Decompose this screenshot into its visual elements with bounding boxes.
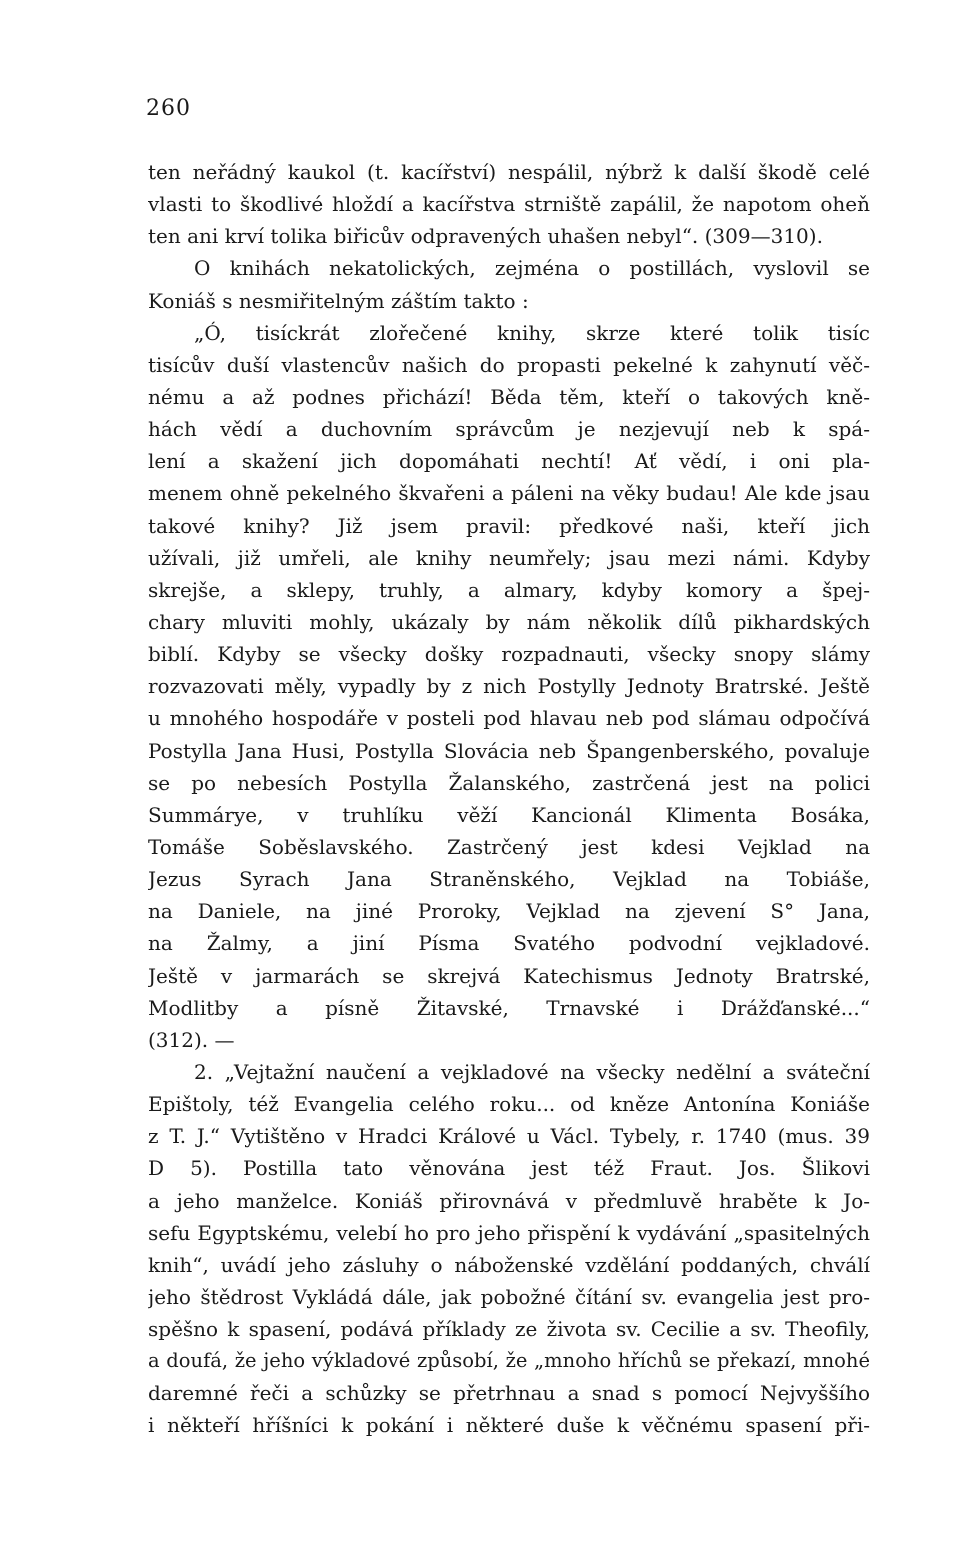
- text-line: Ještě v jarmarách se skrejvá Katechismus Jednoty Bratrské,: [148, 963, 870, 988]
- text-line: „Ó, tisíckrát zlořečené knihy, skrze které tolik tisíc: [194, 320, 870, 345]
- text-line: i někteří hříšníci k pokání i některé duše k věčnému spasení při-: [148, 1413, 870, 1438]
- text-line: ten neřádný kaukol (t. kacířství) nespálil, nýbrž k další škodě celé: [148, 160, 870, 184]
- text-line: vlasti to škodlivé hloždí a kacířstva strniště zapálil, že napotom oheň: [148, 192, 870, 217]
- text-line: spěšno k spasení, podává příklady ze života sv. Cecilie a sv. Theofily,: [148, 1317, 870, 1342]
- text-line: hách vědí a duchovním správcům je nezjevují neb k spá-: [148, 417, 870, 442]
- text-line: menem ohně pekelného škvařeni a páleni na věky budau! Ale kde jsau: [148, 481, 870, 506]
- body-text: [148, 156, 870, 1442]
- page-number: 260: [146, 96, 191, 121]
- text-line: nému a až podnes přichází! Běda těm, kteří o takových kně-: [148, 384, 870, 409]
- text-line: na Daniele, na jiné Proroky, Vejklad na zjevení S° Jana,: [148, 899, 870, 924]
- text-line: daremné řeči a schůzky se přetrhnau a snad s pomocí Nejvyššího: [148, 1381, 870, 1406]
- text-line: ten ani krví tolika biřicův odpravených uhašen nebyl“. (309—310).: [148, 224, 823, 249]
- text-line: skrejše, a sklepy, truhly, a almary, kdyby komory a špej-: [148, 577, 870, 602]
- text-line: Modlitby a písně Žitavské, Trnavské i Drážďanské...“: [148, 995, 870, 1020]
- text-line: Summárye, v truhlíku věží Kancionál Klimenta Bosáka,: [148, 802, 870, 827]
- text-line: jeho štědrost Vykládá dále, jak pobožné čítání sv. evangelia jest pro-: [148, 1284, 870, 1309]
- text-line: chary mluviti mohly, ukázaly by nám několik dílů pikhardských: [148, 609, 870, 634]
- text-line: sefu Egyptskému, velebí ho pro jeho přispění k vydávání „spasitelných: [148, 1220, 870, 1245]
- text-line: 2. „Vejtažní naučení a vejkladové na všecky nedělní a sváteční: [194, 1059, 870, 1084]
- text-line: Epištoly, též Evangelia celého roku... od kněze Antonína Koniáše: [148, 1092, 870, 1117]
- text-line: lení a skažení jich dopomáhati nechtí! Ať vědí, i oni pla-: [148, 449, 870, 474]
- text-line: a jeho manželce. Koniáš přirovnává v předmluvě hraběte k Jo-: [148, 1188, 870, 1213]
- text-line: se po nebesích Postylla Žalanského, zastrčená jest na polici: [148, 770, 870, 795]
- text-line: Tomáše Soběslavského. Zastrčený jest kdesi Vejklad na: [148, 834, 870, 859]
- text-line: užívali, již umřeli, ale knihy neumřely; jsau mezi námi. Kdyby: [148, 545, 870, 570]
- text-line: takové knihy? Již jsem pravil: předkové naši, kteří jich: [148, 513, 870, 538]
- text-line: Postylla Jana Husi, Postylla Slovácia neb Špangenberského, povaluje: [148, 738, 870, 763]
- text-line: (312). —: [148, 1027, 235, 1052]
- text-line: O knihách nekatolických, zejména o postillách, vyslovil se: [194, 256, 870, 281]
- text-line: a doufá, že jeho výkladové způsobí, že „mnoho hříchů se překazí, mnohé: [148, 1349, 870, 1373]
- text-line: z T. J.“ Vytištěno v Hradci Králové u Václ. Tybely, r. 1740 (mus. 39: [148, 1124, 870, 1149]
- text-line: biblí. Kdyby se všecky došky rozpadnauti, všecky snopy slámy: [148, 642, 870, 667]
- text-line: na Žalmy, a jiní Písma Svatého podvodní vejkladové.: [148, 931, 870, 956]
- text-line: rozvazovati měly, vypadly by z nich Postylly Jednoty Bratrské. Ještě: [148, 674, 870, 699]
- text-line: u mnohého hospodáře v posteli pod hlavau neb pod slámau odpočívá: [148, 706, 870, 731]
- text-line: tisícův duší vlastencův našich do propasti pekelné k zahynutí věč-: [148, 352, 870, 377]
- text-line: Jezus Syrach Jana Straněnského, Vejklad na Tobiáše,: [148, 867, 870, 892]
- text-line: Koniáš s nesmiřitelným záštím takto :: [148, 288, 529, 313]
- text-line: D 5). Postilla tato věnována jest též Fraut. Jos. Šlikovi: [148, 1156, 870, 1181]
- text-line: knih“, uvádí jeho zásluhy o náboženské vzdělání poddaných, chválí: [148, 1252, 870, 1277]
